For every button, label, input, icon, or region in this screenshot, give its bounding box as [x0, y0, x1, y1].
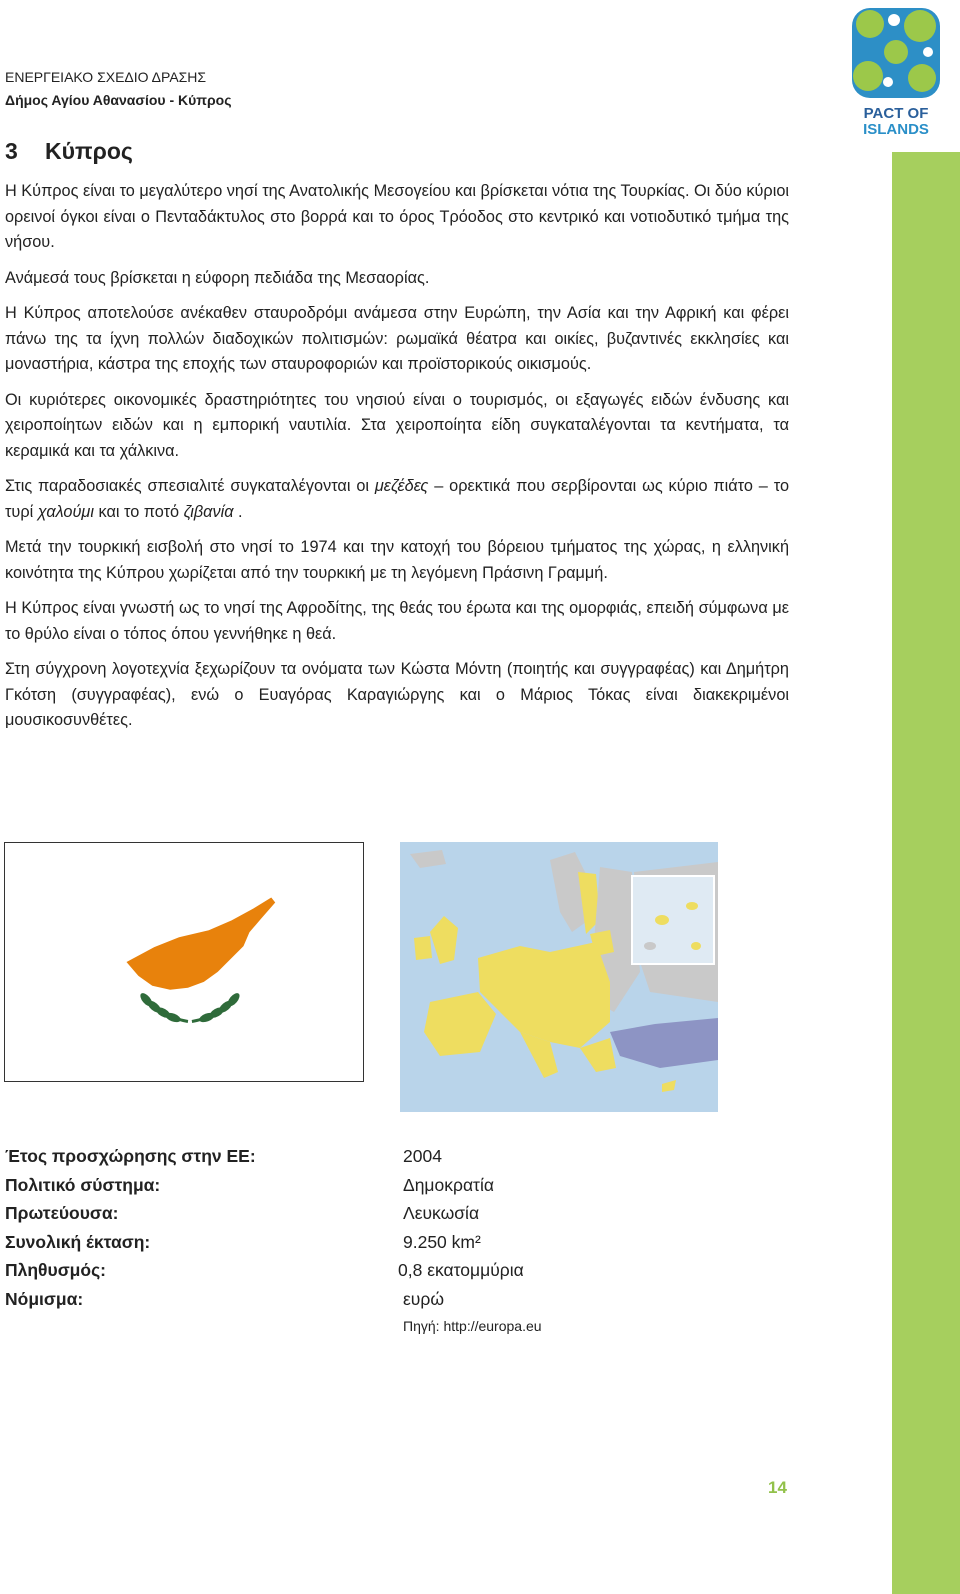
paragraph-culture: Στη σύγχρονη λογοτεχνία ξεχωρίζουν τα ονόματα των Κώστα Μόντη (ποιητής και συγγραφέας) και Δημήτρη Γκότση (συγγραφέας), ενώ ο Ευαγόρας Καραγιώργης και ο Μάριος Τόκας είναι διακεκριμένοι μουσικοσυνθέτες. — [5, 660, 789, 729]
fact-label: Νόμισμα: — [5, 1288, 84, 1309]
section-number: 3 — [5, 138, 18, 164]
side-accent-bar — [892, 152, 960, 1594]
paragraph-green-line: Μετά την τουρκική εισβολή στο νησί το 1974 και την κατοχή του βόρειου τμήματος της χώρας, η ελληνική κοινότητα της Κύπρου χωρίζεται από την τουρκική με τη λεγόμενη Πράσινη Γραμμή. — [5, 538, 789, 582]
header-plan-title: ΕΝΕΡΓΕΙΑΚΟ ΣΧΕΔΙΟ ΔΡΑΣΗΣ — [5, 69, 207, 85]
pact-of-islands-logo — [848, 6, 944, 138]
fact-value: 9.250 km² — [403, 1231, 481, 1252]
svg-text:PACT OF: PACT OF — [863, 105, 929, 122]
term-zivania: ζιβανία — [183, 502, 234, 521]
eu-map-image — [400, 842, 718, 1112]
paragraph-cuisine: Στις παραδοσιακές σπεσιαλιτέ συγκαταλέγονται οι μεζέδες – ορεκτικά που σερβίρονται ως κύριο πιάτο – το τυρί χαλούμι και το ποτό ζιβανία . — [5, 477, 789, 521]
fact-label: Πολιτικό σύστημα: — [5, 1174, 161, 1195]
fact-value: 2004 — [403, 1146, 442, 1166]
section-body — [5, 179, 789, 744]
section-name: Κύπρος — [45, 138, 133, 164]
paragraph-geography: Η Κύπρος είναι το μεγαλύτερο νησί της Ανατολικής Μεσογείου και βρίσκεται νότια της Τουρκίας. Οι δύο κύριοι ορεινοί όγκοι είναι ο Πενταδάκτυλος στο βορρά και το όρος Τρόοδος στο κεντρικό και νοτιοδυτικό τμήμα της νήσου. — [5, 182, 789, 251]
fact-value: Δημοκρατία — [403, 1174, 494, 1195]
paragraph-economy: Οι κυριότερες οικονομικές δραστηριότητες του νησιού είναι ο τουρισμός, οι εξαγωγές ειδών ένδυσης και χειροποίητων ειδών και η εμπορική ναυτιλία. Στα χειροποίητα είδη συγκαταλέγονται τα κεντήματα, τα κεραμικά και τα χάλκινα. — [5, 390, 789, 460]
fact-value: 0,8 εκατομμύρια — [398, 1260, 524, 1280]
fact-label: Πληθυσμός: — [5, 1260, 107, 1280]
fact-label: Συνολική έκταση: — [5, 1231, 151, 1252]
fact-value: Λευκωσία — [403, 1203, 480, 1223]
cyprus-flag-image — [4, 842, 364, 1082]
page-number: 14 — [768, 1478, 787, 1497]
paragraph-aphrodite: Η Κύπρος είναι γνωστή ως το νησί της Αφροδίτης, της θεάς του έρωτα και της ομορφιάς, επειδή σύμφωνα με το θρύλο είναι ο τόπος όπου γεννήθηκε η θεά. — [5, 599, 789, 643]
section-title — [5, 138, 133, 165]
svg-text:ISLANDS: ISLANDS — [863, 121, 929, 138]
header-municipality: Δήμος Αγίου Αθανασίου - Κύπρος — [5, 92, 232, 108]
fact-value: ευρώ — [403, 1288, 444, 1309]
fact-label: Πρωτεύουσα: — [5, 1203, 119, 1223]
fact-label: Έτος προσχώρησης στην ΕΕ: — [5, 1146, 256, 1166]
paragraph-history: Η Κύπρος αποτελούσε ανέκαθεν σταυροδρόμι ανάμεσα στην Ευρώπη, την Ασία και την Αφρική και φέρει πάνω της τα ίχνη πολλών διαδοχικών πολιτισμών: ρωμαϊκά θέατρα και οικίες, βυζαντινές εκκλησίες και μοναστήρια, κάστρα της εποχής των σταυροφοριών και προϊστορικούς οικισμούς. — [5, 304, 789, 373]
source-note: Πηγή: http://europa.eu — [403, 1318, 542, 1334]
term-meze: μεζέδες — [374, 477, 429, 495]
paragraph-mesaoria: Ανάμεσά τους βρίσκεται η εύφορη πεδιάδα της Μεσαορίας. — [5, 268, 430, 287]
document-header — [5, 66, 231, 112]
term-halloumi: χαλούμι — [37, 502, 94, 521]
